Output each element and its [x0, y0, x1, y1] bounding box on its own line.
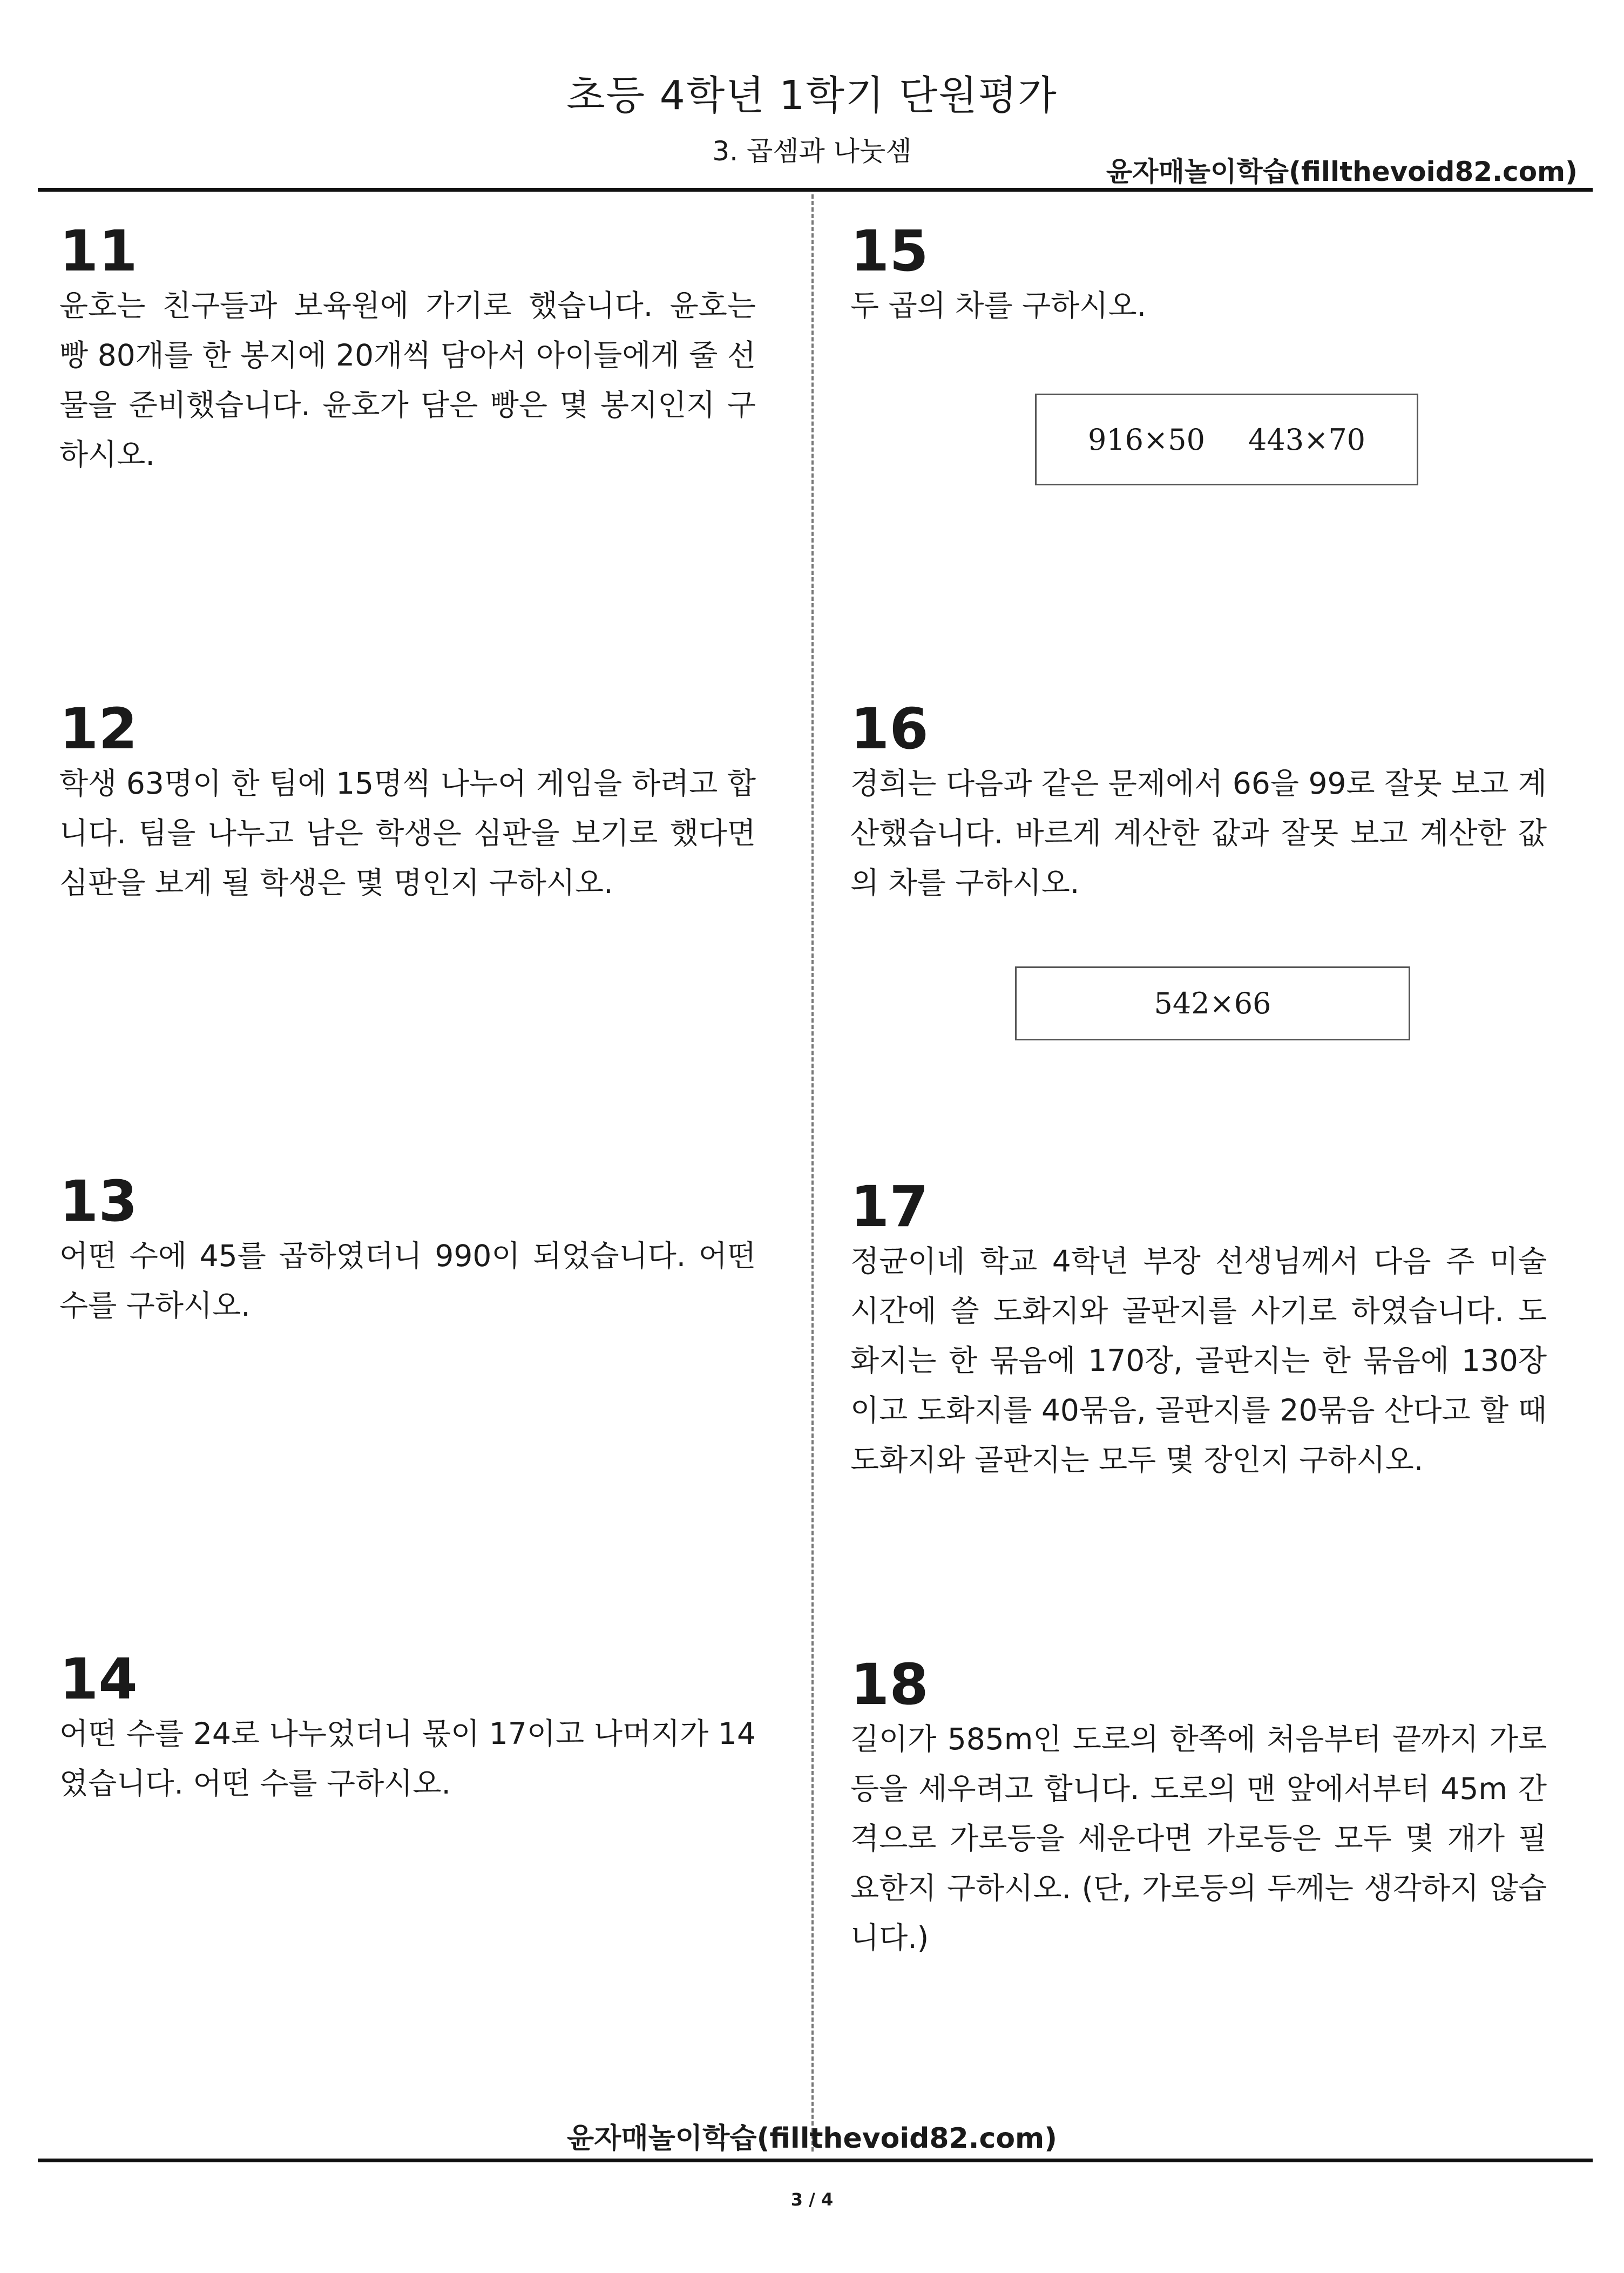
question-number: 12	[59, 696, 138, 762]
expression-box	[1035, 394, 1418, 485]
question-18	[850, 1652, 1547, 1963]
question-text: 학생 63명이 한 팀에 15명씩 나누어 게임을 하려고 합니다. 팀을 나누고 남은 학생은 심판을 보기로 했다면 심판을 보게 될 학생은 몇 명인지 구하시오.	[59, 766, 756, 900]
page-number: 3 / 4	[790, 2189, 834, 2210]
question-text: 두 곱의 차를 구하시오.	[850, 288, 1147, 323]
question-17	[850, 1174, 1547, 1485]
footer-rule	[38, 2159, 1593, 2162]
question-number: 17	[850, 1174, 929, 1240]
expression: 916×50	[1087, 422, 1205, 457]
question-text: 윤호는 친구들과 보육원에 가기로 했습니다. 윤호는 빵 80개를 한 봉지에 20개씩 담아서 아이들에게 줄 선물을 준비했습니다. 윤호가 담은 빵은 몇 봉지인지 구하시오.	[59, 288, 756, 472]
question-number: 14	[59, 1646, 138, 1712]
page-title: 초등 4학년 1학기 단원평가	[566, 72, 1058, 119]
expression: 542×66	[1154, 986, 1271, 1020]
column-divider	[811, 194, 814, 2152]
question-text: 어떤 수를 24로 나누었더니 몫이 17이고 나머지가 14였습니다. 어떤 수를 구하시오.	[59, 1716, 756, 1801]
expression: 443×70	[1248, 422, 1366, 457]
question-number: 11	[59, 218, 138, 284]
question-12	[59, 696, 756, 908]
question-text: 어떤 수에 45를 곱하였더니 990이 되었습니다. 어떤 수를 구하시오.	[59, 1239, 756, 1323]
question-text: 정균이네 학교 4학년 부장 선생님께서 다음 주 미술 시간에 쓸 도화지와 골판지를 사기로 하였습니다. 도화지는 한 묶음에 170장, 골판지는 한 묶음에 130장이고 도화지를 40묶음, 골판지를 20묶음 산다고 할 때 도화지와 골판지는 모두 몇 장인지 구하시오.	[850, 1244, 1547, 1477]
unit-subtitle: 3. 곱셈과 나눗셈	[712, 136, 912, 167]
question-15	[850, 218, 1547, 330]
question-11	[59, 218, 756, 479]
question-text: 길이가 585m인 도로의 한쪽에 처음부터 끝까지 가로등을 세우려고 합니다. 도로의 맨 앞에서부터 45m 간격으로 가로등을 세운다면 가로등은 모두 몇 개가 필요한지 구하시오. (단, 가로등의 두께는 생각하지 않습니다.)	[850, 1722, 1547, 1955]
expression-box	[1015, 966, 1410, 1040]
brand-footer: 윤자매놀이학습(fillthevoid82.com)	[566, 2122, 1057, 2155]
question-number: 13	[59, 1168, 138, 1234]
question-14	[59, 1646, 756, 1808]
question-number: 18	[850, 1652, 929, 1717]
question-number: 16	[850, 696, 929, 762]
brand-header: 윤자매놀이학습(fillthevoid82.com)	[1106, 156, 1578, 187]
question-13	[59, 1168, 756, 1330]
question-number: 15	[850, 218, 929, 284]
question-16	[850, 696, 1547, 908]
question-text: 경희는 다음과 같은 문제에서 66을 99로 잘못 보고 계산했습니다. 바르게 계산한 값과 잘못 보고 계산한 값의 차를 구하시오.	[850, 766, 1547, 900]
header-rule	[38, 188, 1593, 192]
